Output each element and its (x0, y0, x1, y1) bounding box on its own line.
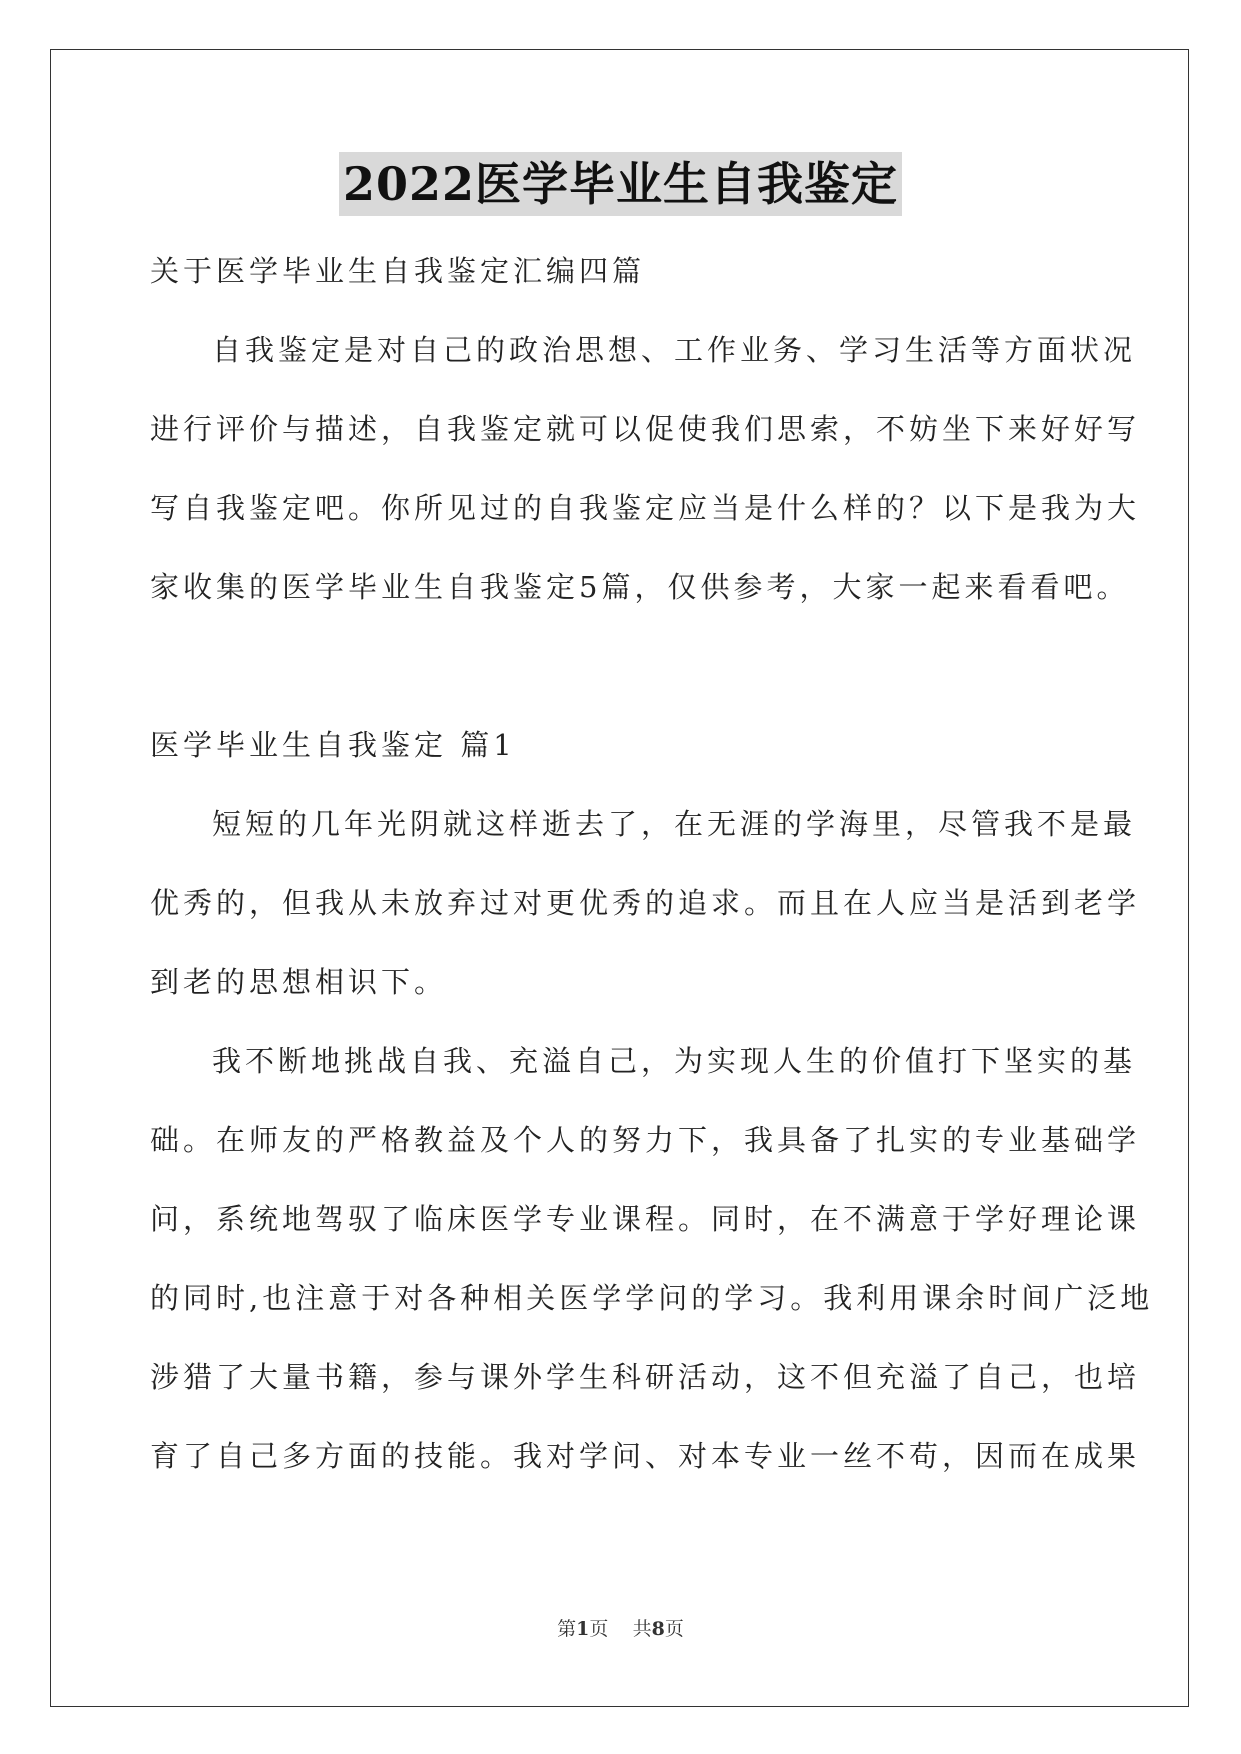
spacer (150, 627, 1090, 706)
intro-line: 写自我鉴定吧。你所见过的自我鉴定应当是什么样的？以下是我为大 (150, 491, 1141, 525)
intro-line: 家收集的医学毕业生自我鉴定5篇，仅供参考，大家一起来看看吧。 (150, 570, 1130, 604)
intro-line: 进行评价与描述，自我鉴定就可以促使我们思索，不妨坐下来好好写 (150, 412, 1141, 446)
paragraph-line: 我不断地挑战自我、充溢自己，为实现人生的价值打下坚实的基 (212, 1044, 1137, 1078)
total-prefix: 共 (632, 1618, 652, 1640)
page-current: 1 (576, 1618, 590, 1640)
page-suffix: 页 (589, 1618, 609, 1640)
paragraph-line: 的同时,也注意于对各种相关医学学问的学习。我利用课余时间广泛地 (150, 1281, 1154, 1315)
paragraph-line: 到老的思想相识下。 (150, 965, 448, 999)
total-suffix: 页 (664, 1618, 684, 1640)
intro-line: 自我鉴定是对自己的政治思想、工作业务、学习生活等方面状况 (212, 333, 1137, 367)
document-title: 2022医学毕业生自我鉴定 (339, 152, 902, 216)
paragraph-line: 育了自己多方面的技能。我对学问、对本专业一丝不苟，因而在成果 (150, 1439, 1141, 1473)
page-total: 8 (651, 1618, 665, 1640)
section-heading: 医学毕业生自我鉴定 篇1 (150, 728, 516, 762)
paragraph-line: 础。在师友的严格教益及个人的努力下，我具备了扎实的专业基础学 (150, 1123, 1141, 1157)
page-prefix: 第 (557, 1618, 577, 1640)
paragraph-line: 问，系统地驾驭了临床医学专业课程。同时，在不满意于学好理论课 (150, 1202, 1141, 1236)
paragraph-line: 涉猎了大量书籍，参与课外学生科研活动，这不但充溢了自己，也培 (150, 1360, 1141, 1394)
page-footer (0, 1614, 1241, 1641)
paragraph-line: 短短的几年光阴就这样逝去了，在无涯的学海里，尽管我不是最 (212, 807, 1137, 841)
document-body (150, 232, 1154, 1496)
title-wrap (0, 152, 1241, 216)
paragraph-line: 优秀的，但我从未放弃过对更优秀的追求。而且在人应当是活到老学 (150, 886, 1141, 920)
subtitle: 关于医学毕业生自我鉴定汇编四篇 (150, 254, 646, 288)
